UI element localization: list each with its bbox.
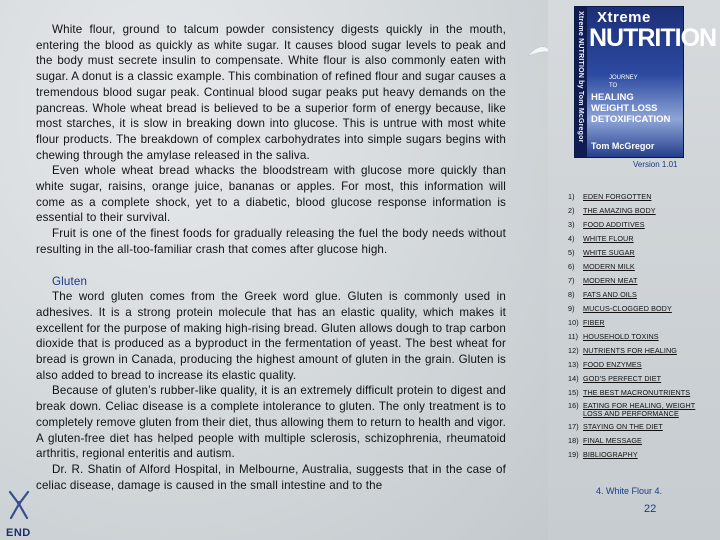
cover-title-xtreme: Xtreme — [597, 9, 651, 26]
toc-item[interactable]: 3) FOOD ADDITIVES — [568, 220, 645, 229]
toc-link[interactable]: MODERN MILK — [583, 262, 635, 271]
paragraph: Fruit is one of the finest foods for gradually releasing the fuel the body needs without resulting in the all-too-familiar crash that comes after glucose high. — [36, 227, 506, 256]
cover-author: Tom McGregor — [591, 141, 655, 151]
toc-link[interactable]: EDEN FORGOTTEN — [583, 192, 652, 201]
cover-journey: JOURNEY — [609, 75, 638, 81]
toc-item[interactable]: 18) FINAL MESSAGE — [568, 436, 642, 445]
toc-link[interactable]: EATING FOR HEALING, WEIGHT LOSS AND PERFORMANCE — [583, 401, 696, 418]
toc-item[interactable]: 14) GOD'S PERFECT DIET — [568, 374, 662, 383]
toc-item[interactable]: 7) MODERN MEAT — [568, 276, 638, 285]
toc-item[interactable]: 10) FIBER — [568, 318, 605, 327]
cover-weight-loss: WEIGHT LOSS — [591, 103, 658, 114]
paragraph: Because of gluten’s rubber-like quality, it is an extremely difficult protein to digest and break down. Celiac disease is a complete intolerance to gluten. The only treatment is to completely remove gluten from their diet, thus allowing them to return to health and vigor. A gluten-free diet has helped people with multiple sclerosis, schizophrenia, rheumatoid arthritis, regional enteritis and autism. — [36, 384, 506, 461]
toc-item[interactable]: 11) HOUSEHOLD TOXINS — [568, 332, 659, 341]
toc-link[interactable]: NUTRIENTS FOR HEALING — [583, 346, 677, 355]
toc-link[interactable]: THE BEST MACRONUTRIENTS — [583, 388, 691, 397]
toc-item[interactable]: 2) THE AMAZING BODY — [568, 206, 656, 215]
toc-item[interactable]: 13) FOOD ENZYMES — [568, 360, 642, 369]
paragraph: The word gluten comes from the Greek word glue. Gluten is commonly used in adhesives. It is a strong protein molecule that has an elastic quality, which makes it excellent for the purpose of making high-rising bread. Gluten allows dough to trap carbon dioxide that is produced as a byproduct in the fermentation of yeast. The best wheat for bread is grown in Canada, producing the highest amount of gluten in the grain. Gluten is also added to bread to increase its elastic quality. — [36, 290, 506, 382]
version-label: Version 1.01 — [633, 160, 678, 169]
toc-link[interactable]: WHITE FLOUR — [583, 234, 634, 243]
spine-text: Xtreme NUTRITION by Tom McGregor — [577, 11, 584, 143]
toc-link[interactable]: FATS AND OILS — [583, 290, 637, 299]
book-cover[interactable] — [574, 6, 717, 158]
cover-title-nutrition: NUTRITION — [589, 24, 717, 52]
toc-item[interactable]: 8) FATS AND OILS — [568, 290, 637, 299]
paragraph: Even whole wheat bread whacks the bloodstream with glucose more quickly than white sugar, raisins, orange juice, bananas or apples. For most, this information will come as a complete shock, yet to a diabetic, blood glucose response information is essential to their survival. — [36, 164, 506, 225]
cover-spine — [575, 7, 587, 157]
toc-item[interactable]: 19) BIBLIOGRAPHY — [568, 450, 638, 459]
cover-healing: HEALING — [591, 92, 634, 103]
end-label: END — [6, 527, 31, 539]
toc-link[interactable]: FOOD ADDITIVES — [583, 220, 645, 229]
cover-detoxification: DETOXIFICATION — [591, 114, 671, 125]
paragraph: White flour, ground to talcum powder consistency digests quickly in the mouth, entering the blood as quickly as white sugar. It causes blood sugar levels to peak and the body must secrete insulin to compensate. White flour is also commonly eaten with sugar. A donut is a classic example. This combination of refined flour and sugar causes a tremendous blood sugar peak. Continual blood sugar peaks put heavy demands on the pancreas. Whole wheat bread is believed to be a superior form of energy because, like most starches, it is slow in breaking down into glucose. This is untrue with most white flour products. The breakdown of complex carbohydrates into simple sugars begins with chewing through the amylase released in the saliva. — [36, 23, 506, 162]
toc-link[interactable]: MODERN MEAT — [583, 276, 638, 285]
toc-item[interactable]: 6) MODERN MILK — [568, 262, 635, 271]
toc-item[interactable]: 15) THE BEST MACRONUTRIENTS — [568, 388, 691, 397]
toc-item[interactable]: 17) STAYING ON THE DIET — [568, 422, 663, 431]
runner-figure-icon — [6, 490, 32, 520]
toc-item[interactable]: 16) EATING FOR HEALING, WEIGHT LOSS AND PERFORMANCE — [568, 400, 718, 420]
article-text — [36, 22, 506, 493]
page-number: 22 — [644, 503, 657, 515]
cover-to: TO — [609, 83, 618, 89]
toc-link[interactable]: FOOD ENZYMES — [583, 360, 642, 369]
toc-item[interactable]: 12) NUTRIENTS FOR HEALING — [568, 346, 677, 355]
toc-link[interactable]: FIBER — [583, 318, 605, 327]
toc-link[interactable]: FINAL MESSAGE — [583, 436, 642, 445]
toc-link[interactable]: HOUSEHOLD TOXINS — [583, 332, 659, 341]
toc-link[interactable]: WHITE SUGAR — [583, 248, 635, 257]
paragraph: Dr. R. Shatin of Alford Hospital, in Melbourne, Australia, suggests that in the case of celiac disease, damage is caused in the small intestine and to the — [36, 462, 506, 492]
chapter-footer-title: 4. White Flour 4. — [596, 486, 663, 496]
toc-link[interactable]: GOD'S PERFECT DIET — [583, 374, 662, 383]
table-of-contents — [568, 190, 718, 462]
toc-link[interactable]: STAYING ON THE DIET — [583, 422, 663, 431]
toc-link[interactable]: THE AMAZING BODY — [583, 206, 656, 215]
section-heading-gluten: Gluten — [52, 274, 88, 288]
toc-item[interactable]: 1) EDEN FORGOTTEN — [568, 192, 652, 201]
toc-link[interactable]: BIBLIOGRAPHY — [583, 450, 638, 459]
toc-item[interactable]: 5) WHITE SUGAR — [568, 248, 635, 257]
toc-item[interactable]: 4) WHITE FLOUR — [568, 234, 634, 243]
toc-item[interactable]: 9) MUCUS-CLOGGED BODY — [568, 304, 672, 313]
toc-link[interactable]: MUCUS-CLOGGED BODY — [583, 304, 672, 313]
